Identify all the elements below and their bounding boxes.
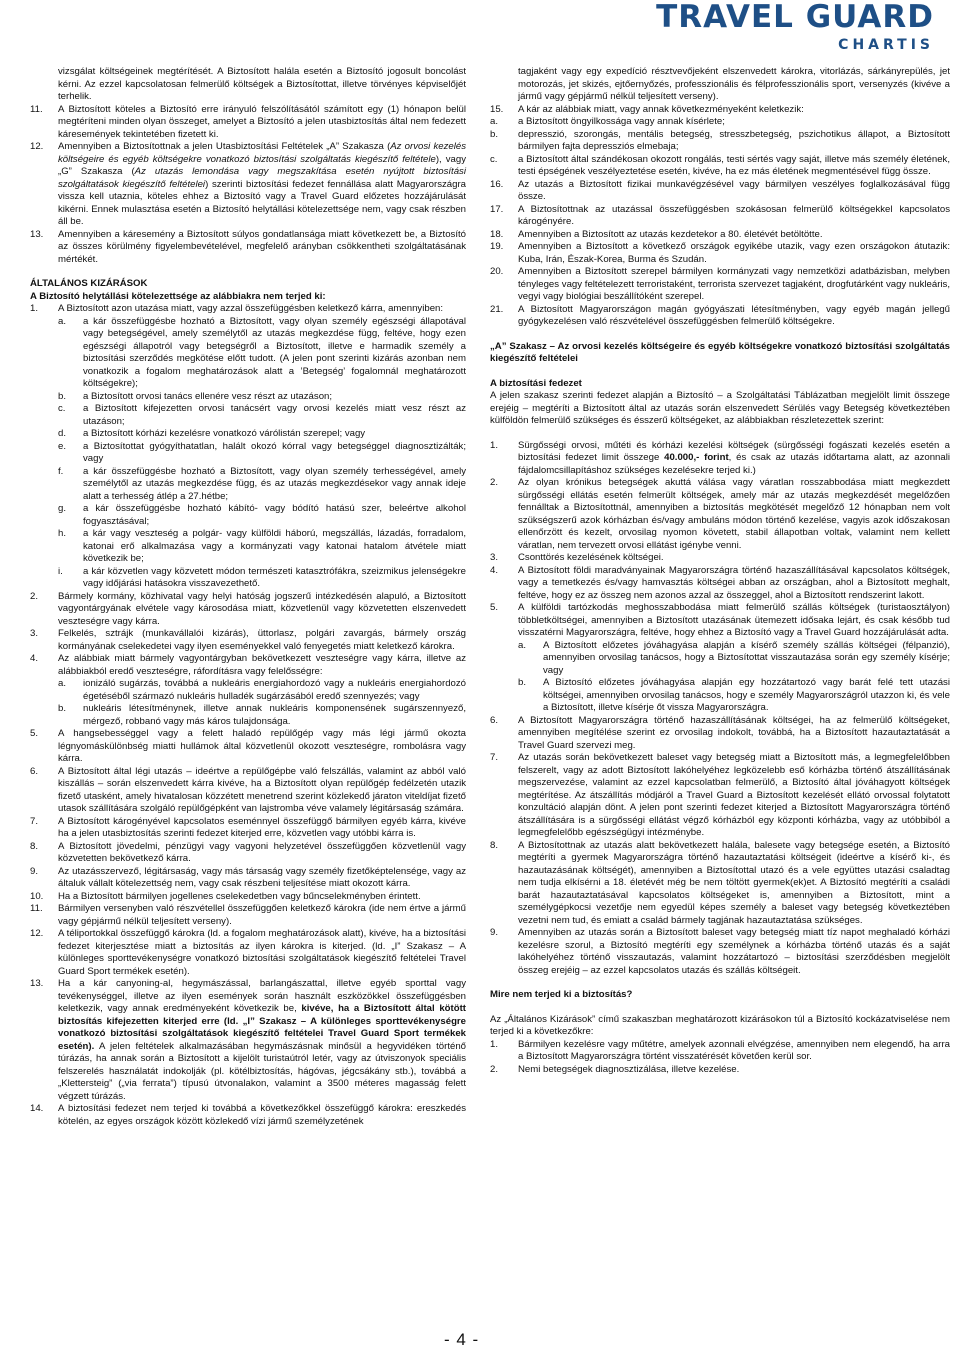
list-item: i. a kár közvetlen vagy közvetett módon természeti katasztrófákra, szeizmikus jelenségekre vagy időjárási hatásokra visszavezethető. (58, 565, 466, 589)
list-item: 2. Az olyan krónikus betegségek akuttá válása vagy váratlan rosszabbodása miatt megkezdett sürgősségi ellátás esetén felmerült költségek, amely már az utazás megkezdését megelőzően fennálltak a Biztosítottnál, amennyiben a biztosítás megkötését megelőző 12 hónapban nem volt szükségszerű azok kórházban és/vagy ambuláns módon történő kezelése, vagyis azok időszakosan ellenőrzött és kezelt, orvosilag nyomon követett, stabil állapotban voltak, valamint nem kellett váratlan, nem tervezett orvosi ellátást igénybe venni. (490, 477, 950, 551)
list-item: vizsgálat költségeinek megtérítését. A Biztosított halála esetén a Biztosító jogosult boncolást kérni. Az ezzel kapcsolatosan felmerülő költségek a Biztosítottat, illetve törvényes képviselőjét terhelik. (58, 66, 466, 102)
list-item: 3. Csonttörés kezelésének költségei. (490, 552, 664, 563)
brand-logo (656, 0, 934, 54)
list-item: b. nukleáris létesítménynek, illetve annak nukleáris komponensének sugárszennyező, mérgező, robbanó vagy más káros tulajdonsága. (58, 703, 466, 727)
list-item: 11. Bármilyen versenyben való részvétellel összefüggően keletkező károkra (ide nem értve a jármű vagy gépjármű nélkül teljesített verseny). (30, 903, 466, 927)
list-item: a. A Biztosított előzetes jóváhagyása alapján a kísérő személy szállás költségei (félpanzió), amennyiben orvosilag tanácsos, hogy a Biztosítottat visszautazása során egy személy kísérje; vagy (518, 639, 950, 676)
list-item: a. a Biztosított öngyilkossága vagy annak kísérlete; (490, 116, 725, 127)
list-item: 7. A Biztosított károgényével kapcsolatos eseménnyel összefüggő bármilyen egyéb kárra, kivéve ha a jelen utasbiztosítás szerinti fedezet kiterjed erre, közvetlen vagy utóbbi kárra is. (30, 815, 466, 839)
paragraph: Az „Általános Kizárások” című szakaszban meghatározott kizárásokon túl a Biztosító kockázatviselése nem terjed ki a következőkre: (490, 1013, 950, 1037)
section-title: „A” Szakasz – Az orvosi kezelés költségeire és egyéb költségekre vonatkozó biztosítási szolgáltatás kiegészítő feltételei (490, 340, 950, 364)
list-item: b. a Biztosított orvosi tanács ellenére vesz részt az utazáson; (58, 390, 333, 402)
list-item: 1. Sürgősségi orvosi, műtéti és kórházi kezelési költségek (sürgősségi fogászati kezelés esetén a biztosítási fedezet limit összege 40.000,- forint, és csak az utazás időtartama alatt, az azonnali fájdalomcsillapításhoz szükséges kezelésekre terjed ki.) (490, 439, 950, 476)
list-item: 2. Nemi betegségek diagnosztizálása, illetve kezelése. (490, 1063, 740, 1075)
list-item: 5. A hangsebességgel vagy a felett haladó repülőgép vagy más légi jármű okozta légnyomáskülönbség miatti hullámok által közvetlenül okozott veszteségre, rombolásra vagy kárra. (30, 728, 466, 764)
list-item: 2. Bármely kormány, közhivatal vagy helyi hatóság jogszerű intézkedésén alapuló, a Biztosított vagyontárgyának elvétele vagy károsodása miatt, közvetlenül vagy közvetetten elszenvedett veszteségre vagy kárra. (30, 590, 466, 627)
list-item: 1. A Biztosított azon utazása miatt, vagy azzal összefüggésben keletkező kárra, amennyiben: (30, 303, 444, 314)
list-item: 15. A kár az alábbiak miatt, vagy annak következményeként keletkezik: (490, 103, 804, 115)
list-item: e. a Biztosítottat gyógyíthatatlan, halált okozó kórral vagy betegséggel diagnosztizálták; vagy (58, 440, 466, 464)
brand-sub: CHARTIS (838, 37, 934, 53)
list-item: b. A Biztosító előzetes jóváhagyása alapján egy hozzátartozó vagy barát felé tett utazási költségei, amennyiben orvosilag tanácsos, hogy e személy Magyarországról utazzon ki, és vele a Biztosított, illetve kísérje őt vissza Magyarországra. (518, 677, 950, 713)
list-item: 9. Amennyiben az utazás során a Biztosított baleset vagy betegség miatt tíz napot meghaladó kórházi kezelésre szorul, a Biztosító megtéríti egy személynek a kórházba történő utazás és a saját lakóhelyéhez történő visszautazás, valamint hozzátartozó – biztosítási szerződésben megjelölt összeg erejéig – az ezzel kapcsolatos utazás és szállás költségeit. (490, 927, 950, 976)
right-column (490, 66, 950, 1076)
list-item: 9. Az utazásszervező, légitársaság, vagy más társaság vagy személy fizetőképtelensége, vagy az általuk vállalt kötelezettség nem, vagy csak részbeni teljesítése miatt okozott kárra. (30, 865, 466, 889)
section-subtitle: A Biztosító helytállási kötelezettsége az alábbiakra nem terjed ki: (30, 290, 326, 302)
list-item: 8. A Biztosított jövedelmi, pénzügyi vagy vagyoni helyzetével összefüggően közvetlenül vagy közvetetten bekövetkező kárra. (30, 840, 466, 864)
brand-name: TRAVEL GUARD (656, 0, 934, 35)
list-item: 7. Az utazás során bekövetkezett baleset vagy betegség miatt a Biztosított más, a legmegfelelőbben felszerelt, vagy az adott Biztosított lakóhelyéhez legközelebb eső kórházba történő átszállításának megszervezése, valamint az ezzel kapcsolatban felmerülő, a Biztosító által jóváhagyott költségek megtérítése. Az átszállítás módjáról a Travel Guard a Biztosított kezelését ellátó orvossal folytatott konzultáció alapján dönt. A jelen pont szerinti fedezet kiterjed a Biztosított Magyarországra történő átszállítására is a sürgősségi ellátást végző kórházból egy központi kórházba, vagy az utóbbiból a legmegfelelőbb egészségügyi intézménybe. (490, 752, 950, 838)
list-item: h. a kár vagy veszteség a polgár- vagy külföldi háború, megszállás, lázadás, forradalom, katonai erő alkalmazása vagy a kormányzati vagy katonai hatalom átvétele miatt következik be; (58, 528, 466, 564)
list-item: 5. A külföldi tartózkodás meghosszabbodása miatt felmerülő szállás költségek (turistaosztályon) többletköltségei, amennyiben a Biztosított utazásának ütemezett idősaka lejárt, és csak később tud visszatérni Magyarországra, feltéve, hogy ehhez a Biztosító vagy a Travel Guard hozzájárulását adta. (490, 602, 950, 638)
list-item: 19. Amennyiben a Biztosított a következő országok egyikébe utazik, vagy ezen országokon átutazik: Kuba, Irán, Észak-Korea, Burma és Szudán. (490, 241, 950, 265)
list-item: b. depresszió, szorongás, mentális betegség, stresszbetegség, pszichotikus állapot, a Biztosított bármilyen fajta depressziós elmebaja; (490, 128, 950, 152)
list-item: 6. A Biztosított által légi utazás – ideértve a repülőgépbe való felszállás, valamint az abból való kiszállás – során elszenvedett kárra kivéve, ha a Biztosított olyan repülőgép fedélzetén utazik fizető utasként, amely hivatalosan közzétett menetrend szerint közlekedő járaton viteldíjat fizető utasok szállítására szolgáló repülőgépként van lajstromba véve valamely légitársaság számára. (30, 765, 466, 814)
list-item: 21. A Biztosított Magyarországon magán gyógyászati létesítményben, vagy egyéb magán jellegű gyógykezelésen való részvételével összefüggésben felmerülő költségekre. (490, 303, 950, 327)
list-item: 20. Amennyiben a Biztosított szerepel bármilyen kormányzati vagy nemzetközi adatbázisban, melyben tényleges vagy feltételezett terroristaként, terrorista szervezet tagjaként, drogfutárként vagy nukleáris, vegyi vagy biológiai beszállítóként szerepel. (490, 266, 950, 302)
list-item: 8. A Biztosítottnak az utazás alatt bekövetkezett halála, balesete vagy betegsége esetén, a Biztosító megtéríti a gyermek Magyarországra történő hazautaztatási költségeit (ideértve a kísérő ki-, és hazautazásának költségét), amennyiben a Biztosítottal utazó és a vele együttes utazási csaladtag nem tudja elkísérni a 18. életévét még be nem töltött gyermek(ek)et. A Biztosító megtéríti a családi barát hazautaztatásával kapcsolatos költségeket is, amennyiben a Biztosított, mint a személygépkocsi vezetője nem egyedül képes személy a baleset vagy betegség következtében vezetni nem tud, és emiatt a család bármely tagjának hazautaztatása szükséges. (490, 839, 950, 926)
list-item: 10. Ha a Biztosított bármilyen jogellenes cselekedetben vagy bűncselekményben érintett. (30, 890, 421, 902)
list-item: 11. A Biztosított köteles a Biztosító erre irányuló felszólításától számított egy (1) hónapon belül megtéríteni minden olyan összeget, amelyet a Biztosító a jelen utasbiztosítás által nem fedezett káresemények tekintetében fizetett ki. (30, 103, 466, 140)
section-subtitle: A biztosítási fedezet (490, 377, 582, 389)
list-item: 12. Amennyiben a Biztosítottnak a jelen Utasbiztosítási Feltételek „A” Szakasza (Az orvosi kezelés költségeire és egyéb költségekre vonatkozó biztosítási szolgáltatás kiegészítő feltétele), vagy „G” Szakasza (Az utazás lemondása vagy megszakítása esetén nyújtott biztosítási szolgáltatások kiegészítő feltételei) szerinti biztosítási fedezet fennállása alatt Magyarországra vissza kell utaznia, köteles ehhez a Biztosító vagy a Travel Guard előzetes hozzájárulását kikérni. Ennek mulasztása esetén a Biztosító helytállási kötelezettsége nem, vagy csak részben áll be. (30, 141, 467, 227)
list-item: 3. Felkelés, sztrájk (munkavállalói kizárás), üttorlasz, polgári zavargás, bármely ország kormányának cselekedetei vagy ilyen eseményekkel való fenyegetés miatt keletkező károkra. (30, 628, 466, 652)
paragraph: A jelen szakasz szerinti fedezet alapján a Biztosító – a Szolgáltatási Táblázatban megjelölt limit összege erejéig – megtéríti a Biztosított által az utazás során elszenvedett Sérülés vagy Betegség következtében külföldön felmerülő szükséges és ésszerű költségeket, az alábbiakban részletezettek szerint: (490, 390, 950, 426)
list-item: 18. Amennyiben a Biztosított az utazás kezdetekor a 80. életévét betöltötte. (490, 228, 823, 240)
list-item: f. a kár összefüggésbe hozható a Biztosított, vagy olyan személy terhességével, amely személytől az utazás megkezdése függ, és az utazás megkezdésekor vagy annak ideje alatt a terhesség átlép a 27.hétbe; (58, 465, 466, 502)
list-item: g. a kár összefüggésbe hozható kábító- vagy bódító hatású szer, beleértve alkohol fogyasztásával; (58, 503, 466, 527)
list-item: 4. A Biztosított földi maradványainak Magyarországra történő hazaszállításával kapcsolatos költségek, vagy a temetkezés és/vagy hamvasztás költségei abban az országban, ahol a Biztosított meghalt, feltéve, hogy ez az összeg nem azonos azzal az összeggel, ahol a Biztosított rendszerint lakott. (490, 564, 950, 601)
list-item: c. a Biztosított kifejezetten orvosi tanácsért vagy orvosi kezelés miatt vesz részt az utazáson; (58, 403, 466, 427)
list-item: 16. Az utazás a Biztosított fizikai munkavégzésével vagy bármilyen veszélyes foglalkozásával függ össze. (490, 178, 950, 202)
list-item: 13. Amennyiben a káresemény a Biztosított súlyos gondatlansága miatt következett be, a Biztosító az összes körülmény figyelembevételével, megfelelő arányban csökkentheti szolgáltatásának mértékét. (30, 228, 466, 265)
list-item: 4. Az alábbiak miatt bármely vagyontárgyban bekövetkezett veszteségre vagy kárra, illetve az alábbiakból eredő veszteségre, ráfordításra vagy felelősségre: (30, 653, 466, 677)
list-item: c. a Biztosított által szándékosan okozott rongálás, testi sértés vagy saját, illetve más személy életének, testi épségének veszélyeztetése esetén, kivéve, ha ez más életének megmentésével függ össze. (490, 153, 950, 177)
list-item: tagjaként vagy egy expedíció résztvevőjeként elszenvedett károkra, vitorlázás, sárkányrepülés, jet motorozás, jet skizés, ejtőernyőzés, professzionális és félprofesszionális sport, versenyzés (kivéve a jármű vagy gépjármű nélkül teljesített verseny). (518, 66, 950, 102)
list-item: d. a Biztosított kórházi kezelésre vonatkozó várólistán szerepel; vagy (58, 428, 366, 439)
list-item: 12. A téliportokkal összefüggő károkra (ld. a fogalom meghatározások alatt), kivéve, ha a biztosítási fedezet kiterjesztése miatt a biztosítás az ilyen károkra is kiterjed. (ld. „I” Szakasz – A különleges sporttevékenységre vonatkozó biztosítási szolgáltatások kiegészítő feltételei Travel Guard Sport termékek esetén). (30, 928, 466, 977)
section-subtitle: Mire nem terjed ki a biztosítás? (490, 989, 633, 1000)
left-column (30, 66, 466, 1128)
list-item: a. a kár összefüggésbe hozható a Biztosított, vagy olyan személy egészségi állapotával vagy betegségével, amely személytől az utazás megkezdése függ, feltéve, hogy ezen egészségi állapotról vagy betegségről a Biztosított, illetve e harmadik személy a biztosítási szerződés megkötése előtt tudott. (A jelen pont szerinti kizárás azonban nem vonatkozik a fogalom meghatározások alatt a ’Betegség’ fogalomnál meghatározott költségekre); (58, 315, 466, 389)
list-item: 13. Ha a kár canyoning-al, hegymászással, barlangászattal, illetve egyéb sporttal vagy tevékenységgel, illetve az ilyen események során használt eszközökkel összefüggésben keletkezik, vagy annak eredményeként következik be, kivéve, ha a Biztosított által kötött biztosítás kifejezetten kiterjed erre (ld. „I” Szakasz – A különleges sporttevékenységre vonatkozó biztosítási szolgáltatások kiegészítő feltételei Travel Guard Sport termékek esetén). A jelen feltételek alkalmazásában hegymászásnak minősül a hegyvidéken történő túrázás, ha annak során a Biztosított a kijelölt turistaútról letér, vagy az útviszonyok speciális felszerelés használatát indokolják (pl. kötélbiztosítás, hágóvas, jégcsákány stb.), továbbá a „Klettersteig” („via ferrata”) típusú útvonalakon, valamint a 3500 méteres magasság felett végzett túrázás. (30, 978, 466, 1102)
list-item: 14. A biztosítási fedezet nem terjed ki továbbá a következőkkel összefüggő károkra: ereszkedés kötelén, az egyes országok között közlekedő vízi jármű személyzetének (30, 1103, 466, 1127)
list-item: 1. Bármilyen kezelésre vagy műtétre, amelyek azonnali elvégzése, amennyiben nem elegendő, ha arra a Biztosított Magyarországra történt visszatérését követően kerül sor. (490, 1038, 950, 1062)
list-item: 6. A Biztosított Magyarországra történő hazaszállításának költségei, ha az felmerülő költségeket, amennyiben megítélése szerint ez orvosilag indokolt, továbbá, ha a Biztosított hazautaztatását a Travel Guard szervezi meg. (490, 714, 950, 751)
list-item: a. ionizáló sugárzás, továbbá a nukleáris energiahordozó vagy a nukleáris energiahordozó égetéséből származó nukleáris hulladék sugárzásából eredő szennyezés; vagy (58, 678, 466, 702)
section-title: ÁLTALÁNOS KIZÁRÁSOK (30, 278, 148, 289)
page-number: - 4 - (444, 1330, 480, 1349)
list-item: 17. A Biztosítottnak az utazással összefüggésben szokásosan felmerülő költségekkel kapcsolatos károgényére. (490, 203, 950, 227)
